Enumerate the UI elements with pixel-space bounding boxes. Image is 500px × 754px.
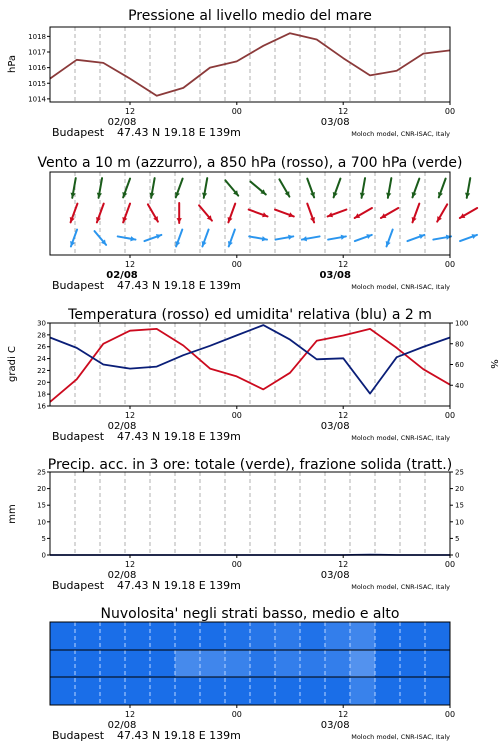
cloud-cell-alto — [75, 622, 101, 650]
precip-gridlines — [75, 472, 425, 555]
y-tick-label: 28 — [37, 331, 46, 339]
cloud-cell-medio — [75, 650, 101, 677]
cloud-cell-alto — [275, 622, 301, 650]
x-hour-label: 00 — [445, 560, 455, 569]
wind-850-arrow — [70, 204, 78, 223]
y-tick-label: 100 — [455, 320, 468, 328]
cloud-cell-medio — [350, 650, 376, 677]
pressure-panel — [7, 8, 455, 139]
cloud-cell-basso — [300, 677, 326, 705]
cloud-cell-basso — [100, 677, 126, 705]
x-hour-label: 12 — [125, 560, 135, 569]
wind-10m-arrow — [144, 234, 161, 241]
footer-credit: Moloch model, CNR-ISAC, Italy — [351, 583, 450, 591]
cloud-cell-medio — [275, 650, 301, 677]
x-hour-label: 12 — [125, 107, 135, 116]
x-hour-label: 12 — [125, 710, 135, 719]
cloud-cell-medio — [250, 650, 276, 677]
cloud-cell-basso — [325, 677, 351, 705]
footer-credit: Moloch model, CNR-ISAC, Italy — [351, 434, 450, 442]
pressure-xaxis — [52, 102, 455, 139]
wind-850-arrow — [437, 204, 447, 221]
y-tick-label: 22 — [37, 367, 46, 375]
y-tick-label: 5 — [42, 535, 46, 543]
cloud-cell-alto — [400, 622, 426, 650]
x-hour-label: 00 — [445, 710, 455, 719]
cloud-cell-basso — [400, 677, 426, 705]
precip-yticks — [37, 469, 50, 560]
wind-10m-arrow — [302, 236, 320, 241]
y-tick-label: 40 — [455, 382, 464, 390]
x-date-label: 02/08 — [108, 117, 137, 128]
y-tick-label: 30 — [37, 320, 46, 328]
pressure-ylabel: hPa — [7, 55, 18, 73]
cloud-cell-basso — [250, 677, 276, 705]
humidity-yticks — [450, 320, 468, 390]
temp-xaxis — [52, 406, 455, 443]
wind-10m-arrow — [175, 230, 182, 247]
cloud-cell-alto — [125, 622, 151, 650]
cloud-cell-basso — [275, 677, 301, 705]
y-tick-label: 20 — [37, 379, 46, 387]
cloud-cell-basso — [50, 677, 76, 705]
wind-700-arrow — [279, 179, 289, 196]
wind-850-arrow — [249, 210, 268, 218]
cloud-cell-medio — [325, 650, 351, 677]
x-hour-label: 12 — [338, 560, 348, 569]
precip-xaxis — [52, 555, 455, 592]
wind-700-arrow — [122, 179, 130, 198]
wind-10m-arrow — [118, 236, 136, 241]
y-tick-label: 80 — [455, 340, 464, 348]
temp-gridlines — [75, 323, 425, 406]
wind-10m-arrow — [70, 230, 77, 247]
cloud-cell-alto — [350, 622, 376, 650]
x-hour-label: 00 — [232, 260, 242, 269]
x-hour-label: 12 — [125, 260, 135, 269]
cloud-cell-medio — [175, 650, 201, 677]
wind-10m-arrow — [249, 236, 267, 241]
cloud-cell-alto — [175, 622, 201, 650]
footer-credit: Moloch model, CNR-ISAC, Italy — [351, 283, 450, 291]
pressure-gridlines — [75, 27, 425, 102]
temp-humidity-panel — [7, 307, 499, 443]
x-hour-label: 00 — [232, 710, 242, 719]
wind-10m-arrow — [276, 235, 294, 240]
wind-xaxis — [52, 255, 455, 292]
footer-coords: 47.43 N 19.18 E 139m — [117, 279, 241, 292]
cloud-cell-medio — [125, 650, 151, 677]
wind-700-arrow — [97, 178, 102, 198]
wind-850-arrow-head — [177, 218, 182, 223]
pressure-yticks — [28, 33, 50, 104]
precip-title: Precip. acc. in 3 ore: totale (verde), frazione solida (tratt.) — [48, 457, 452, 473]
wind-700-arrow — [438, 179, 446, 198]
footer-coords: 47.43 N 19.18 E 139m — [117, 126, 241, 139]
wind-850-arrow — [412, 204, 420, 223]
y-tick-label: 10 — [455, 518, 464, 526]
wind-700-arrow — [412, 179, 420, 198]
pressure-title: Pressione al livello medio del mare — [128, 8, 372, 24]
wind-850-arrow — [460, 208, 477, 218]
cloud-cell-alto — [225, 622, 251, 650]
y-tick-label: 24 — [37, 355, 46, 363]
y-tick-label: 60 — [455, 361, 464, 369]
footer-city: Budapest — [52, 579, 105, 592]
y-tick-label: 10 — [37, 518, 46, 526]
y-tick-label: 1017 — [28, 49, 46, 57]
x-date-label: 02/08 — [108, 570, 137, 581]
cloud-cell-alto — [200, 622, 226, 650]
wind-850-arrow — [328, 210, 347, 218]
cloud-cell-basso — [375, 677, 401, 705]
wind-850-arrow — [307, 204, 315, 223]
cloud-xaxis — [52, 705, 455, 742]
wind-850-arrow — [96, 204, 104, 223]
wind-700-arrow — [386, 178, 391, 198]
cloud-cell-alto — [300, 622, 326, 650]
wind-700-arrow — [202, 178, 207, 198]
cloud-cell-medio — [200, 650, 226, 677]
cloud-cell-basso — [225, 677, 251, 705]
wind-10m-arrow — [407, 234, 424, 241]
temp-humidity-series — [50, 325, 450, 402]
x-date-label: 03/08 — [321, 570, 350, 581]
cloud-cell-alto — [250, 622, 276, 650]
cloud-cell-basso — [175, 677, 201, 705]
wind-850-arrow — [228, 204, 236, 223]
footer-coords: 47.43 N 19.18 E 139m — [117, 579, 241, 592]
cloud-cell-medio — [225, 650, 251, 677]
cloud-cell-medio — [150, 650, 176, 677]
temp-yticks — [37, 320, 50, 411]
y-tick-label: 25 — [37, 469, 46, 477]
y-tick-label: 1015 — [28, 80, 46, 88]
x-date-label: 02/08 — [108, 720, 137, 731]
precip-ylabel: mm — [7, 504, 18, 523]
y-tick-label: 5 — [455, 535, 459, 543]
precip-panel — [7, 457, 464, 592]
y-tick-label: 15 — [455, 502, 464, 510]
footer-coords: 47.43 N 19.18 E 139m — [117, 729, 241, 742]
wind-850-arrow — [275, 210, 294, 218]
y-tick-label: 25 — [455, 469, 464, 477]
wind-title: Vento a 10 m (azzurro), a 850 hPa (rosso), a 700 hPa (verde) — [37, 155, 462, 171]
wind-700-arrow — [307, 179, 315, 198]
wind-850-arrow — [122, 204, 130, 223]
cloud-cell-basso — [200, 677, 226, 705]
x-hour-label: 00 — [232, 107, 242, 116]
footer-city: Budapest — [52, 729, 105, 742]
x-date-label: 03/08 — [321, 117, 350, 128]
footer-city: Budapest — [52, 279, 105, 292]
x-hour-label: 12 — [338, 710, 348, 719]
y-tick-label: 18 — [37, 391, 46, 399]
y-tick-label: 15 — [37, 502, 46, 510]
cloud-cell-medio — [425, 650, 451, 677]
y-tick-label: 0 — [42, 552, 46, 560]
cloud-cell-medio — [400, 650, 426, 677]
wind-700-arrow — [175, 179, 183, 198]
y-tick-label: 1016 — [28, 64, 46, 72]
cloud-cell-basso — [125, 677, 151, 705]
wind-850-arrow — [199, 205, 212, 220]
cloud-cell-alto — [325, 622, 351, 650]
wind-arrows — [70, 178, 477, 246]
y-tick-label: 1014 — [28, 95, 46, 103]
x-hour-label: 00 — [445, 107, 455, 116]
cloud-cell-basso — [75, 677, 101, 705]
wind-10m-arrow — [328, 235, 346, 240]
cloud-cell-alto — [50, 622, 76, 650]
cloud-cell-alto — [425, 622, 451, 650]
cloud-cell-basso — [150, 677, 176, 705]
x-hour-label: 00 — [232, 560, 242, 569]
wind-850-arrow — [148, 204, 158, 221]
wind-10m-arrow — [386, 230, 393, 247]
cloud-cell-basso — [425, 677, 451, 705]
temp-ylabel: gradi C — [7, 346, 18, 382]
x-date-label: 03/08 — [321, 421, 350, 432]
y-tick-label: 20 — [37, 485, 46, 493]
wind-850-arrow — [381, 208, 398, 218]
wind-850-arrow — [177, 203, 182, 223]
y-tick-label: 26 — [37, 343, 46, 351]
wind-panel — [37, 155, 477, 292]
wind-10m-arrow — [228, 230, 235, 247]
wind-700-arrow — [225, 180, 238, 195]
x-hour-label: 00 — [232, 411, 242, 420]
x-hour-label: 12 — [338, 260, 348, 269]
y-tick-label: 16 — [37, 403, 46, 411]
footer-credit: Moloch model, CNR-ISAC, Italy — [351, 130, 450, 138]
x-hour-label: 00 — [445, 260, 455, 269]
wind-700-arrow — [333, 179, 341, 198]
cloud-cell-alto — [100, 622, 126, 650]
footer-city: Budapest — [52, 126, 105, 139]
x-date-label: 02/08 — [108, 421, 137, 432]
footer-city: Budapest — [52, 430, 105, 443]
wind-10m-arrow — [460, 234, 477, 241]
cloud-cell-alto — [375, 622, 401, 650]
cloud-cell-basso — [350, 677, 376, 705]
cloud-cell-medio — [50, 650, 76, 677]
wind-10m-arrow — [433, 235, 451, 240]
cloud-panel — [50, 606, 455, 742]
temp-title: Temperatura (rosso) ed umidita' relativa (blu) a 2 m — [67, 307, 432, 323]
y-tick-label: 1018 — [28, 33, 46, 41]
humidity-ylabel: % — [488, 359, 499, 369]
x-hour-label: 00 — [445, 411, 455, 420]
x-hour-label: 12 — [338, 107, 348, 116]
wind-700-arrow — [465, 178, 470, 198]
x-hour-label: 12 — [125, 411, 135, 420]
wind-10m-arrow — [355, 234, 372, 241]
x-hour-label: 12 — [338, 411, 348, 420]
footer-credit: Moloch model, CNR-ISAC, Italy — [351, 733, 450, 741]
cloud-cell-medio — [300, 650, 326, 677]
wind-10m-arrow — [202, 230, 209, 247]
x-date-label: 02/08 — [106, 270, 138, 281]
x-date-label: 03/08 — [319, 270, 351, 281]
wind-700-arrow — [360, 178, 365, 198]
cloud-cell-medio — [375, 650, 401, 677]
x-date-label: 03/08 — [321, 720, 350, 731]
footer-coords: 47.43 N 19.18 E 139m — [117, 430, 241, 443]
y-tick-label: 20 — [455, 485, 464, 493]
wind-850-arrow — [355, 208, 372, 218]
cloud-cell-alto — [150, 622, 176, 650]
cloud-cell-medio — [100, 650, 126, 677]
precip-yticks-right — [450, 469, 464, 560]
y-tick-label: 0 — [455, 552, 459, 560]
cloud-title: Nuvolosita' negli strati basso, medio e alto — [101, 606, 400, 622]
wind-700-arrow — [250, 182, 265, 195]
